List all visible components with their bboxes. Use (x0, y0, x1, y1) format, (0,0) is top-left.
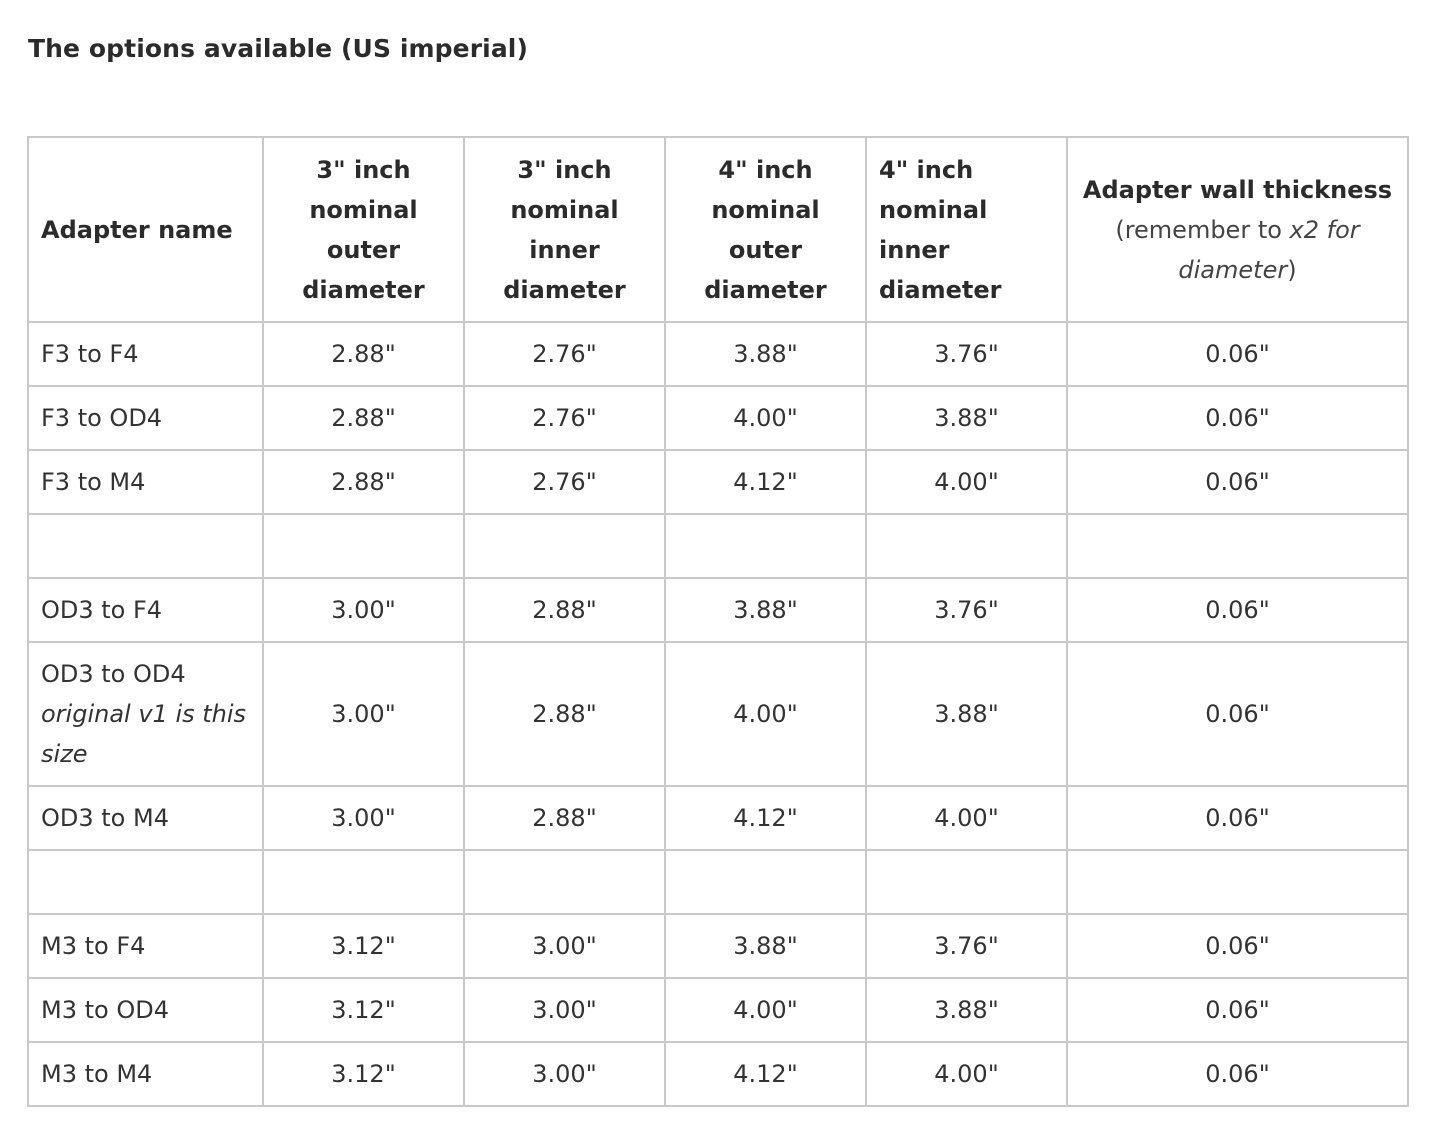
header-row (28, 137, 1408, 322)
wall-cell: 0.06" (1067, 914, 1408, 978)
empty-cell (665, 850, 866, 914)
header-line: nominal (879, 195, 988, 224)
id3-cell: 2.88" (464, 578, 665, 642)
id3-cell: 3.00" (464, 914, 665, 978)
id4-cell: 3.88" (866, 386, 1067, 450)
id3-cell: 2.76" (464, 322, 665, 386)
od3-cell: 3.00" (263, 786, 464, 850)
table-row (28, 978, 1408, 1042)
id4-cell: 3.76" (866, 578, 1067, 642)
empty-cell (464, 850, 665, 914)
od3-cell: 2.88" (263, 322, 464, 386)
header-line: nominal (711, 195, 820, 224)
od3-cell: 2.88" (263, 386, 464, 450)
id4-cell: 3.88" (866, 978, 1067, 1042)
empty-cell (665, 514, 866, 578)
id3-cell: 2.88" (464, 642, 665, 786)
header-line: outer (728, 235, 803, 264)
empty-cell (28, 514, 263, 578)
header-wall-title: Adapter wall thickness (1082, 175, 1393, 204)
wall-cell: 0.06" (1067, 386, 1408, 450)
header-line: inner (879, 235, 950, 264)
header-line: 4" inch (718, 155, 813, 184)
od4-cell: 4.12" (665, 1042, 866, 1106)
table-row (28, 914, 1408, 978)
adapter-name-cell: OD3 to M4 (28, 786, 263, 850)
header-wall-note-em: diameter (1178, 255, 1288, 284)
id3-cell: 2.76" (464, 386, 665, 450)
adapter-name-cell: OD3 to F4 (28, 578, 263, 642)
wall-cell: 0.06" (1067, 786, 1408, 850)
od4-cell: 4.12" (665, 450, 866, 514)
adapter-name-cell (28, 642, 263, 786)
header-line: nominal (309, 195, 418, 224)
wall-cell: 0.06" (1067, 978, 1408, 1042)
header-line: nominal (510, 195, 619, 224)
adapter-name-cell: F3 to F4 (28, 322, 263, 386)
table-row (28, 450, 1408, 514)
adapter-name-cell: M3 to F4 (28, 914, 263, 978)
empty-cell (263, 850, 464, 914)
id4-cell: 4.00" (866, 1042, 1067, 1106)
table-row (28, 1042, 1408, 1106)
header-wall-thickness (1067, 137, 1408, 322)
spacer-row (28, 514, 1408, 578)
header-line: diameter (302, 275, 425, 304)
wall-cell: 0.06" (1067, 322, 1408, 386)
id3-cell: 3.00" (464, 978, 665, 1042)
id4-cell: 3.88" (866, 642, 1067, 786)
id3-cell: 2.88" (464, 786, 665, 850)
table-row (28, 322, 1408, 386)
header-4in-outer-diameter (665, 137, 866, 322)
empty-cell (464, 514, 665, 578)
od3-cell: 3.12" (263, 978, 464, 1042)
adapter-name-cell: F3 to OD4 (28, 386, 263, 450)
id4-cell: 3.76" (866, 322, 1067, 386)
header-line: outer (326, 235, 401, 264)
od3-cell: 3.12" (263, 914, 464, 978)
empty-cell (28, 850, 263, 914)
wall-cell: 0.06" (1067, 1042, 1408, 1106)
od4-cell: 3.88" (665, 322, 866, 386)
wall-cell: 0.06" (1067, 578, 1408, 642)
wall-cell: 0.06" (1067, 450, 1408, 514)
header-wall-note-close: ) (1287, 255, 1297, 284)
od4-cell: 3.88" (665, 578, 866, 642)
table-row (28, 386, 1408, 450)
table-row (28, 578, 1408, 642)
od4-cell: 3.88" (665, 914, 866, 978)
od4-cell: 4.00" (665, 386, 866, 450)
page-heading: The options available (US imperial) (28, 34, 528, 63)
header-3in-inner-diameter (464, 137, 665, 322)
adapter-name: OD3 to OD4 (41, 660, 186, 688)
empty-cell (866, 850, 1067, 914)
header-3in-outer-diameter (263, 137, 464, 322)
header-wall-note-open: (remember to (1115, 215, 1290, 244)
table-row (28, 642, 1408, 786)
adapter-name-cell: M3 to M4 (28, 1042, 263, 1106)
header-line: diameter (704, 275, 827, 304)
header-line: diameter (879, 275, 1002, 304)
adapter-note: original v1 is this size (41, 700, 247, 768)
id4-cell: 4.00" (866, 786, 1067, 850)
header-wall-note (1115, 216, 1359, 284)
empty-cell (1067, 850, 1408, 914)
od3-cell: 3.00" (263, 642, 464, 786)
wall-cell: 0.06" (1067, 642, 1408, 786)
od3-cell: 2.88" (263, 450, 464, 514)
id3-cell: 3.00" (464, 1042, 665, 1106)
od4-cell: 4.12" (665, 786, 866, 850)
header-adapter-name: Adapter name (28, 137, 263, 322)
header-line: 3" inch (316, 155, 411, 184)
adapter-name-cell: F3 to M4 (28, 450, 263, 514)
id3-cell: 2.76" (464, 450, 665, 514)
header-wall-note-em: x2 for (1289, 215, 1360, 244)
empty-cell (866, 514, 1067, 578)
spacer-row (28, 850, 1408, 914)
empty-cell (1067, 514, 1408, 578)
header-line: diameter (503, 275, 626, 304)
od4-cell: 4.00" (665, 978, 866, 1042)
header-4in-inner-diameter (866, 137, 1067, 322)
header-line: 4" inch (879, 155, 974, 184)
od3-cell: 3.12" (263, 1042, 464, 1106)
header-line: 3" inch (517, 155, 612, 184)
id4-cell: 3.76" (866, 914, 1067, 978)
table-row (28, 786, 1408, 850)
empty-cell (263, 514, 464, 578)
id4-cell: 4.00" (866, 450, 1067, 514)
adapter-options-table (27, 136, 1409, 1107)
od3-cell: 3.00" (263, 578, 464, 642)
header-line: inner (529, 235, 600, 264)
od4-cell: 4.00" (665, 642, 866, 786)
adapter-name-cell: M3 to OD4 (28, 978, 263, 1042)
